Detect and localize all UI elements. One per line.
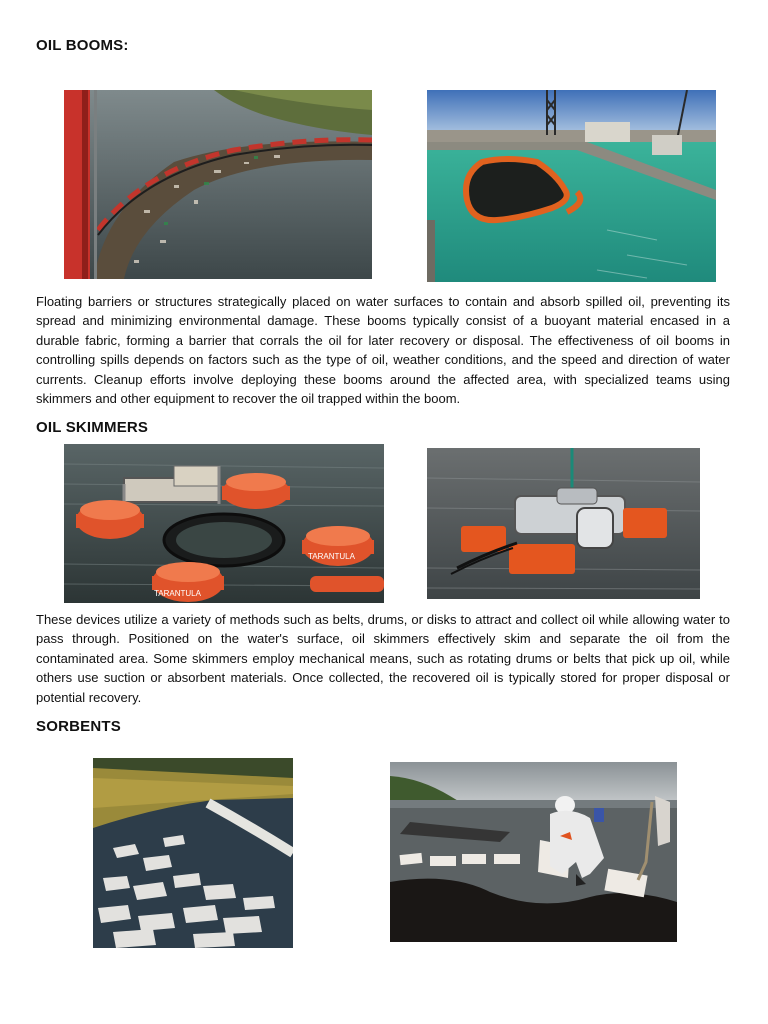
photo-sorbent-pads-in-river <box>93 758 293 948</box>
photo-boom-with-debris <box>64 90 372 279</box>
photo-skimmer-with-floats <box>64 444 384 603</box>
float-label: TARANTULA <box>154 589 201 598</box>
section-heading-oil-booms: OIL BOOMS: <box>36 37 129 54</box>
float-label: TARANTULA <box>308 552 355 561</box>
section-heading-oil-skimmers: OIL SKIMMERS <box>36 419 149 436</box>
paragraph-oil-skimmers: These devices utilize a variety of methods such as belts, drums, or disks to attract and collect oil while allowing water to pass through. Positioned on the water's surface, oil skimmers effectively skim and separate the oil from the contaminated area. Some skimmers employ mechanical means, such as rotating drums or belts that pick up oil, while others use suction or absorbent materials. Once collected, the recovered oil is typically stored for proper disposal or potential recovery. <box>36 612 730 705</box>
paragraph-oil-booms: Floating barriers or structures strategically placed on water surfaces to contain and absorb spilled oil, preventing its spread and minimizing environmental damage. These booms typically consist of a buoyant material encased in a durable fabric, forming a barrier that corrals the oil for later recovery or disposal. The effectiveness of oil booms in controlling spills depends on factors such as the type of oil, weather conditions, and the speed and direction of water currents. Cleanup efforts involve deploying these booms around the affected area, with specialized teams using skimmers and other equipment to recover the oil trapped within the boom. <box>36 294 730 407</box>
photo-skimmer-orange-pontoons <box>427 448 700 599</box>
photo-worker-with-sorbents-on-beach <box>390 762 677 942</box>
section-heading-sorbents: SORBENTS <box>36 718 121 735</box>
photo-boom-in-tank <box>427 90 716 282</box>
